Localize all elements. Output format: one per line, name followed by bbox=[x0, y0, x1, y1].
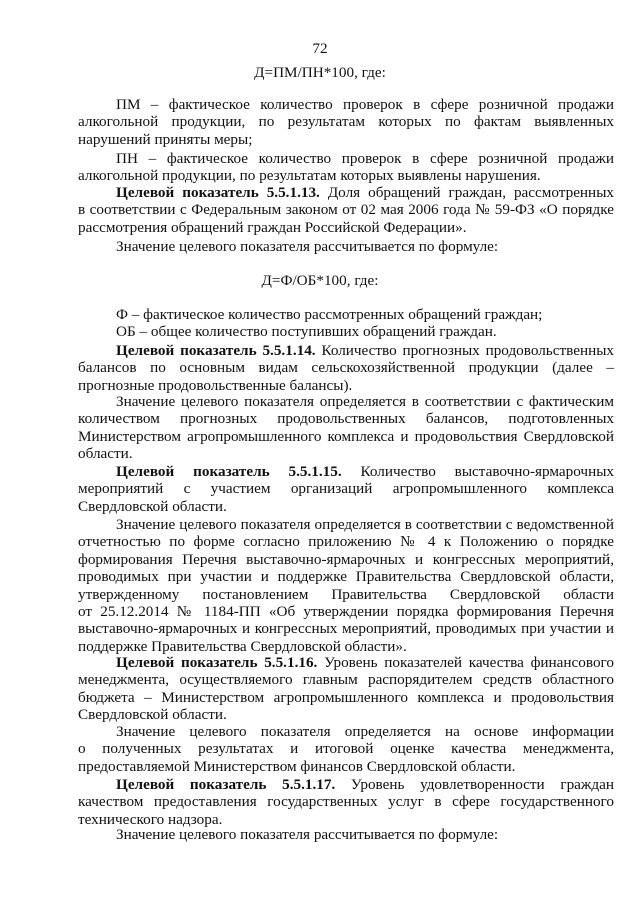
definition-f: Ф – фактическое количество рассмотренных обращений граждан; bbox=[116, 306, 543, 323]
indicator-5-5-1-16: Целевой показатель 5.5.1.16. Уровень показателей качества финансового менеджмента, осуществляемого главным распорядителем средств областного бюджета – Министерством агропромышленного комплекса и продовольствия Свердловской области. bbox=[78, 654, 614, 724]
indicator-label: Целевой показатель 5.5.1.17. bbox=[116, 776, 336, 793]
value-formula-text-1: Значение целевого показателя рассчитывается по формуле: bbox=[116, 238, 499, 255]
indicator-label: Целевой показатель 5.5.1.16. bbox=[116, 654, 318, 671]
definition-pn: ПН – фактическое количество проверок в сфере розничной продажи алкогольной продукции, по результатам которых выявлены нарушения. bbox=[78, 150, 614, 185]
value-5-5-1-14: Значение целевого показателя определяется в соответствии с фактическим количеством прогнозных продовольственных балансов, подготовленных Министерством агропромышленного комплекса и продовольствия Свердловской области. bbox=[78, 393, 614, 463]
indicator-label: Целевой показатель 5.5.1.15. bbox=[116, 463, 342, 480]
definition-ob: ОБ – общее количество поступивших обращений граждан. bbox=[116, 323, 497, 341]
formula-1: Д=ПМ/ПН*100, где: bbox=[254, 64, 386, 81]
page-number: 72 bbox=[312, 40, 328, 57]
indicator-5-5-1-13: Целевой показатель 5.5.1.13. Доля обращений граждан, рассмотренных в соответствии с Федеральным законом от 02 мая 2006 года № 59-ФЗ «О порядке рассмотрения обращений граждан Российской Федерации». bbox=[78, 184, 614, 236]
definition-pm: ПМ – фактическое количество проверок в сфере розничной продажи алкогольной продукции, по результатам которых по фактам выявленных нарушений приняты меры; bbox=[78, 96, 614, 148]
indicator-label: Целевой показатель 5.5.1.13. bbox=[116, 184, 320, 201]
value-5-5-1-16: Значение целевого показателя определяется на основе информации о полученных результатах и итоговой оценке качества менеджмента, предоставляемой Министерством финансов Свердловской области. bbox=[78, 723, 614, 775]
value-5-5-1-15: Значение целевого показателя определяется в соответствии с ведомственной отчетностью по форме согласно приложению № 4 к Положению о порядке формирования Перечня выставочно-ярмарочных и конгрессных мероприятий, проводимых при участии и поддержке Правительства Свердловской области, утвержденному постановлением Правительства Свердловской области от 25.12.2014 № 1184-ПП «Об утверждении порядка формирования Перечня выставочно-ярмарочных и конгрессных мероприятий, проводимых при участии и поддержке Правительства Свердловской области». bbox=[78, 516, 614, 655]
formula-2: Д=Ф/ОБ*100, где: bbox=[261, 272, 379, 289]
indicator-5-5-1-17: Целевой показатель 5.5.1.17. Уровень удовлетворенности граждан качеством предоставления государственных услуг в сфере государственного технического надзора. bbox=[78, 776, 615, 828]
definitions-f-ob bbox=[78, 306, 614, 341]
indicator-5-5-1-15: Целевой показатель 5.5.1.15. Количество выставочно-ярмарочных мероприятий с участием организаций агропромышленного комплекса Свердловской области. bbox=[78, 463, 614, 515]
value-formula-text-2: Значение целевого показателя рассчитывается по формуле: bbox=[116, 826, 499, 843]
indicator-5-5-1-14: Целевой показатель 5.5.1.14. Количество прогнозных продовольственных балансов по основным видам сельскохозяйственной продукции (далее – прогнозные продовольственные балансы). bbox=[78, 342, 614, 394]
indicator-label: Целевой показатель 5.5.1.14. bbox=[116, 342, 316, 359]
